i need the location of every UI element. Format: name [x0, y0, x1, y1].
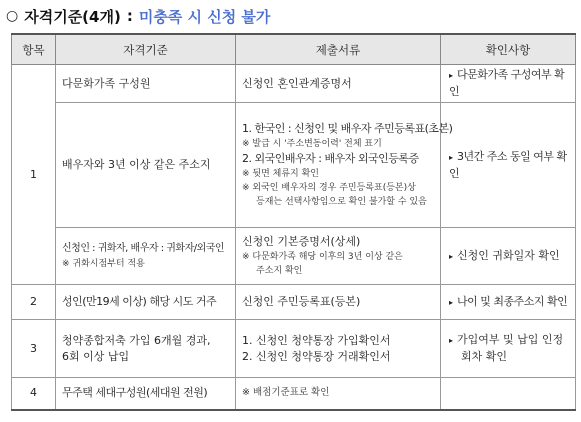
item-number-2: 2: [12, 285, 56, 320]
table-header-row: [12, 34, 576, 65]
bullet-icon: ▸: [449, 251, 454, 261]
heading-colon: :: [126, 7, 133, 25]
check-text: 3년간 주소 동일 여부 확인: [449, 149, 567, 180]
heading-bullet: ○: [6, 8, 19, 24]
criterion-text: 청약종합저축 가입 6개월 경과,: [62, 333, 211, 347]
section-heading: [6, 3, 270, 29]
header-check: 확인사항: [441, 34, 576, 65]
table-row: [12, 378, 576, 410]
bullet-icon: ▸: [449, 71, 454, 80]
check-text: 나이 및 최종주소지 확인: [457, 294, 568, 308]
document-cell: [236, 103, 453, 228]
check-cell: [441, 103, 576, 228]
doc-line: 2. 외국인배우자 : 배우자 외국인등록증: [242, 152, 419, 165]
bullet-icon: ▸: [449, 297, 454, 307]
criterion-cell: [56, 228, 236, 285]
header-criterion: 자격기준: [56, 34, 236, 65]
item-number-4: 4: [12, 378, 56, 410]
check-cell: [441, 65, 576, 103]
criterion-cell: [56, 320, 236, 378]
check-text: 회차 확인: [461, 350, 508, 363]
doc-line: 신청인 기본증명서(상세): [242, 235, 361, 248]
criterion-text: 신청인 : 귀화자, 배우자 : 귀화자/외국인: [62, 243, 225, 254]
table-row: [12, 228, 576, 285]
criterion-cell: 무주택 세대구성원(세대원 전원): [56, 378, 236, 410]
doc-note: 주소지 확인: [256, 266, 303, 276]
item-number-1: 1: [12, 65, 56, 285]
bullet-icon: ▸: [449, 152, 454, 162]
check-text: 신청인 귀화일자 확인: [457, 248, 560, 262]
doc-note: ※ 외국인 배우자의 경우 주민등록표(등본)상: [242, 183, 416, 193]
criterion-cell: 다문화가족 구성원: [56, 65, 236, 103]
criterion-text: 6회 이상 납입: [62, 349, 130, 363]
header-documents: 제출서류: [236, 34, 441, 65]
check-cell: [441, 378, 576, 410]
doc-note: ※ 다문화가족 해당 이후의 3년 이상 같은: [242, 252, 403, 262]
doc-line: 1. 한국인 : 신청인 및 배우자 주민등록표(초본): [242, 122, 453, 135]
criterion-cell: 성인(만19세 이상) 해당 시도 거주: [56, 285, 236, 320]
document-cell: 신청인 혼인관계증명서: [236, 65, 441, 103]
check-cell: [441, 320, 576, 378]
table-row: [12, 320, 576, 378]
document-cell: ※ 배점기준표로 확인: [236, 378, 441, 410]
check-text: 가입여부 및 납입 인정: [457, 333, 564, 346]
heading-warning: 미충족 시 신청 불가: [138, 7, 271, 26]
doc-note: 등재는 선택사항임으로 확인 불가할 수 있음: [256, 197, 427, 207]
table-row: [12, 103, 576, 228]
table-row: [12, 65, 576, 103]
doc-line: 2. 신청인 청약통장 거래확인서: [242, 349, 391, 363]
doc-line: 1. 신청인 청약통장 가입확인서: [242, 333, 391, 347]
requirements-table: [11, 33, 576, 411]
check-text: 다문화가족 구성여부 확인: [449, 68, 565, 98]
table-row: [12, 285, 576, 320]
check-cell: [441, 285, 576, 320]
heading-title: 자격기준(4개): [24, 7, 121, 26]
doc-note: ※ 뒷면 체류지 확인: [242, 169, 319, 179]
document-cell: [236, 320, 441, 378]
criterion-note: ※ 귀화시점부터 적용: [62, 259, 145, 269]
criterion-cell: 배우자와 3년 이상 같은 주소지: [56, 103, 236, 228]
doc-note: ※ 발급 시 '주소변동이력' 전체 표기: [242, 139, 382, 149]
document-cell: [236, 228, 441, 285]
document-cell: 신청인 주민등록표(등본): [236, 285, 441, 320]
item-number-3: 3: [12, 320, 56, 378]
bullet-icon: ▸: [449, 336, 454, 345]
check-cell: [441, 228, 576, 285]
header-item: 항목: [12, 34, 56, 65]
